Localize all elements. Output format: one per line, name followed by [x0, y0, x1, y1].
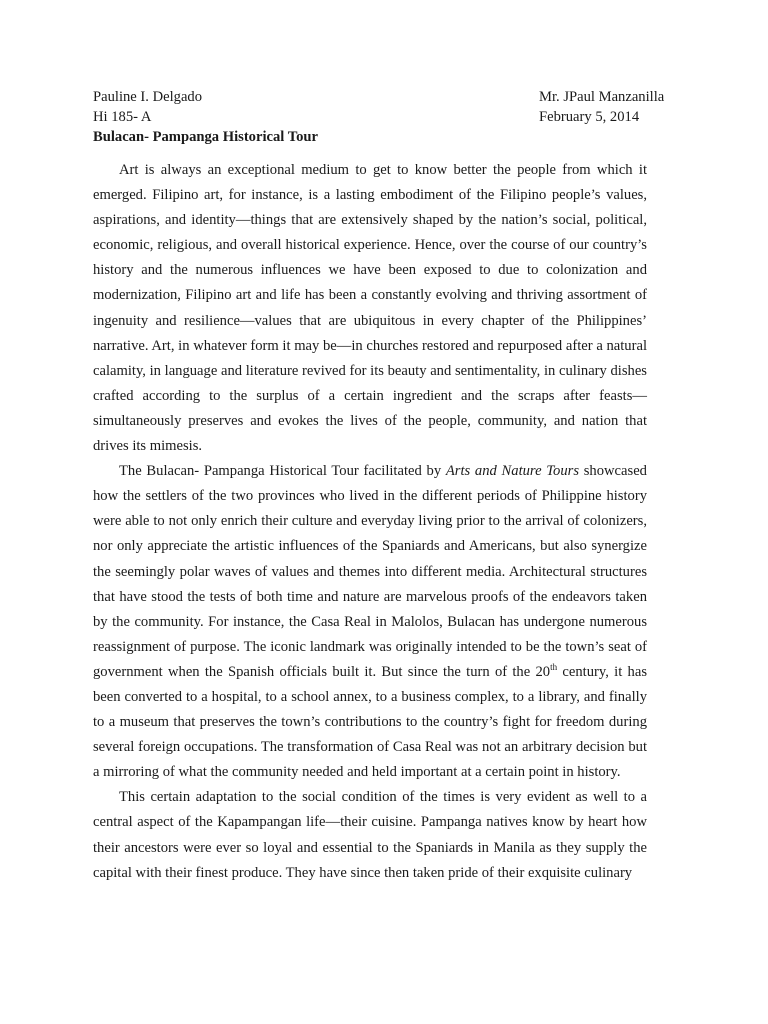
document-date: February 5, 2014	[539, 109, 640, 125]
ordinal-superscript: th	[550, 661, 558, 672]
document-header	[93, 87, 673, 147]
paragraph-3: This certain adaptation to the social condition of the times is very evident as well to a central aspect of the Kapampangan life—their cuisine. Pampanga natives know by heart how their ancestors were ever so loyal and essential to the Spaniards in Manila as they supply the capital with their finest produce. They have since then taken pride of their exquisite culinary	[93, 789, 647, 881]
tour-company-name: Arts and Nature Tours	[445, 463, 580, 480]
paragraph-2-part-b: showcased how the settlers of the two provinces who lived in the different periods of Philippine history were able to not only enrich their culture and everyday living prior to the arrival of colonizers, nor only appreciate the artistic influences of the Spaniards and Americans, but also synergize the seemingly polar waves of values and themes into different media. Architectural structures that have stood the tests of both time and nature are marvelous proofs of the endeavors taken by the community. For instance, the Casa Real in Malolos, Bulacan has undergone numerous reassignment of purpose. The iconic landmark was originally intended to be the town’s seat of government when the Spanish officials built it. But since the turn of the 20	[93, 463, 647, 680]
paragraph-2	[93, 459, 647, 785]
document-title: Bulacan- Pampanga Historical Tour	[93, 129, 319, 145]
document-body	[93, 158, 647, 886]
course-code: Hi 185- A	[93, 109, 152, 125]
author-name: Pauline I. Delgado	[93, 89, 203, 105]
instructor-name: Mr. JPaul Manzanilla	[539, 89, 665, 105]
paragraph-2-part-a: The Bulacan- Pampanga Historical Tour facilitated by	[119, 463, 442, 480]
header-row-1	[93, 87, 673, 107]
header-row-2	[93, 107, 673, 127]
paragraph-2-part-c: century, it has been converted to a hospital, to a school annex, to a business complex, to a library, and finally to a museum that preserves the town’s contributions to the country’s fight for freedom during several foreign occupations. The transformation of Casa Real was not an arbitrary decision but a mirroring of what the community needed and held important at a certain point in history.	[93, 663, 647, 781]
paragraph-1: Art is always an exceptional medium to get to know better the people from which it emerged. Filipino art, for instance, is a lasting embodiment of the Filipino people’s values, aspirations, and identity—things that are extensively shaped by the nation’s social, political, economic, religious, and overall historical experience. Hence, over the course of our country’s history and the numerous influences we have been exposed to due to colonization and modernization, Filipino art and life has been a constantly evolving and thriving assortment of ingenuity and resilience—values that are ubiquitous in every chapter of the Philippines’ narrative. Art, in whatever form it may be—in churches restored and repurposed after a natural calamity, in language and literature revived for its beauty and sentimentality, in culinary dishes crafted according to the surplus of a certain ingredient and the scraps after feasts—simultaneously preserves and evokes the lives of the people, community, and nation that drives its mimesis.	[93, 162, 647, 455]
